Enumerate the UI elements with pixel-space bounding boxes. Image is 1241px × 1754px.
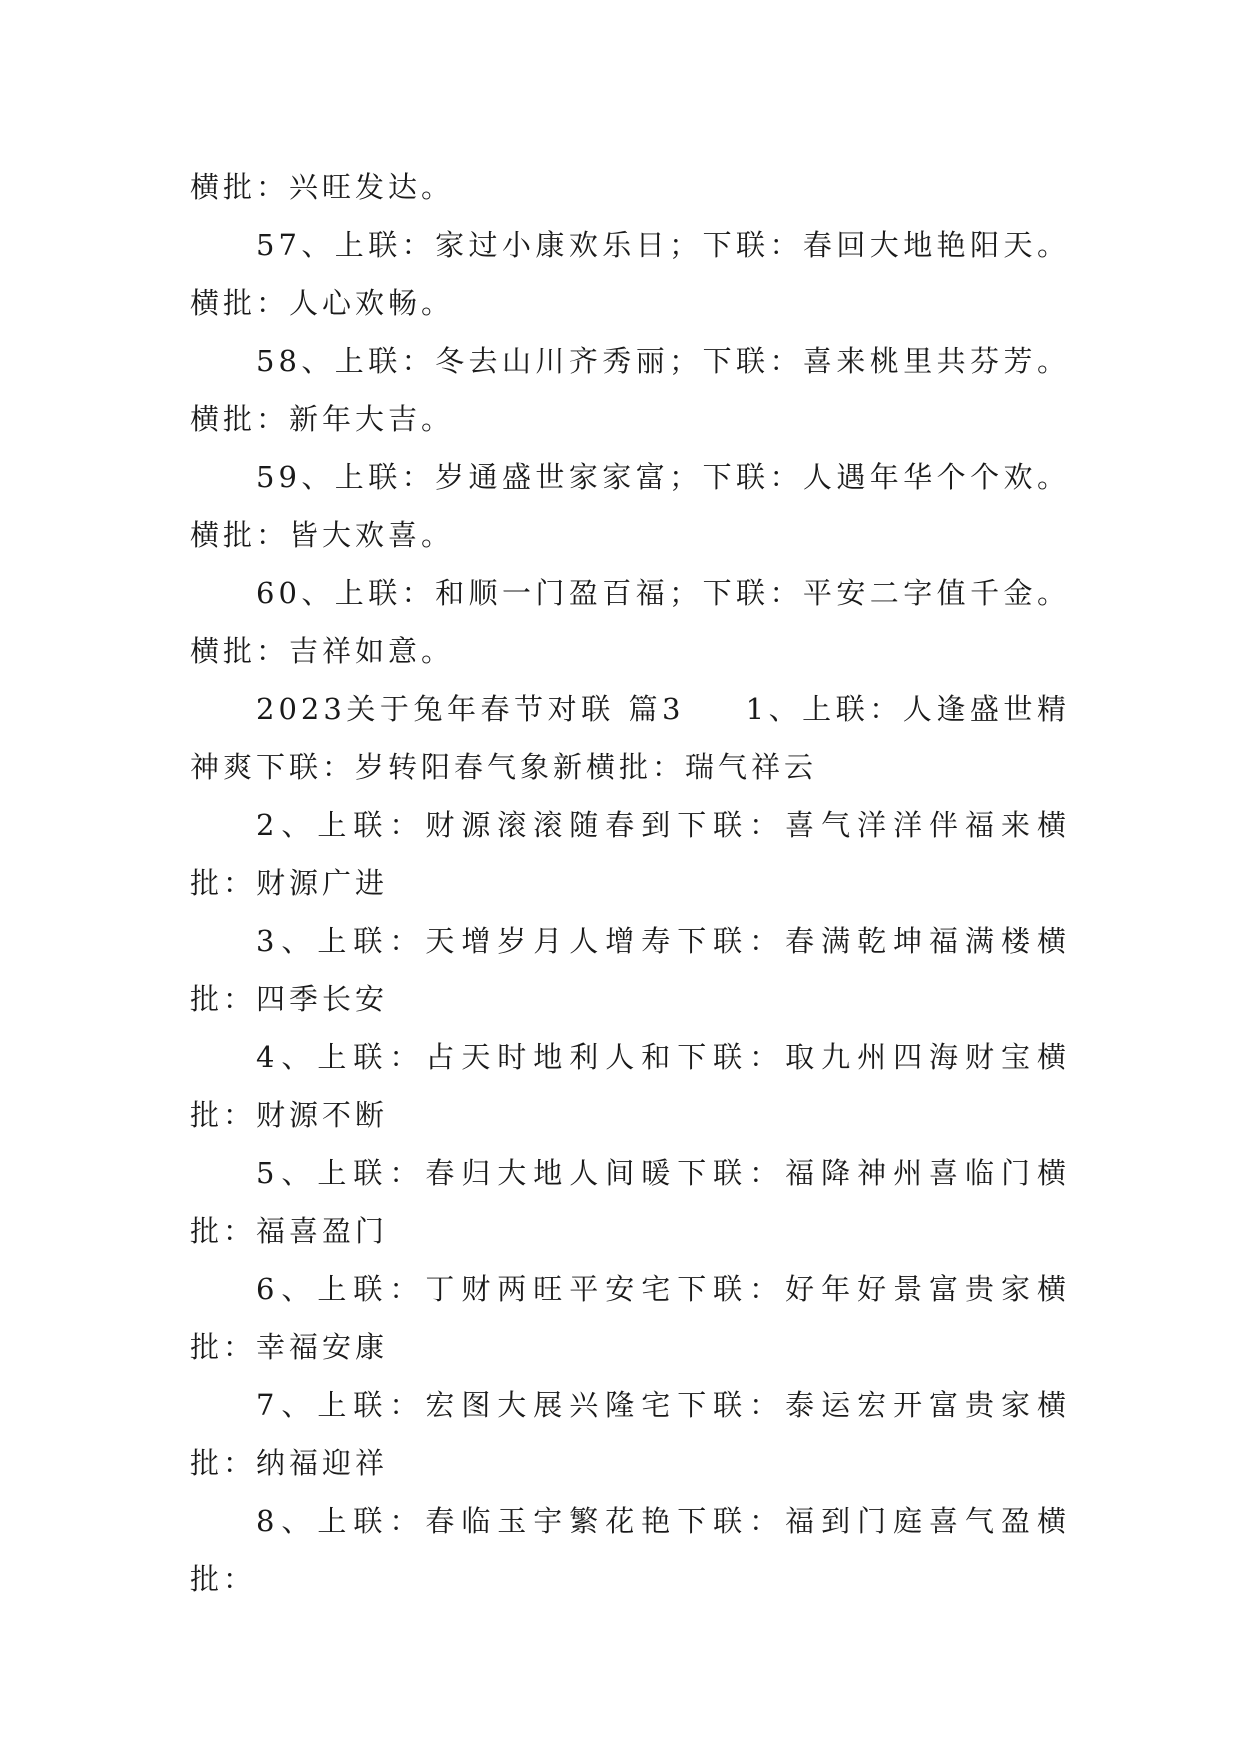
paragraph-couplet-58: 58、上联：冬去山川齐秀丽；下联：喜来桃里共芬芳。横批：新年大吉。 [190,344,1070,436]
paragraph-couplet-2: 2、上联：财源滚滚随春到下联：喜气洋洋伴福来横批：财源广进 [190,808,1070,900]
paragraph-section-3-heading: 2023关于兔年春节对联 篇3 1、上联：人逢盛世精神爽下联：岁转阳春气象新横批：瑞气祥云 [190,692,1070,784]
paragraph-couplet-59: 59、上联：岁通盛世家家富；下联：人遇年华个个欢。横批：皆大欢喜。 [190,460,1070,552]
paragraph-couplet-8: 8、上联：春临玉宇繁花艳下联：福到门庭喜气盈横批： [190,1504,1070,1596]
paragraph-couplet-4: 4、上联：占天时地利人和下联：取九州四海财宝横批：财源不断 [190,1040,1070,1132]
paragraph-couplet-7: 7、上联：宏图大展兴隆宅下联：泰运宏开富贵家横批：纳福迎祥 [190,1388,1070,1480]
paragraph-couplet-6: 6、上联：丁财两旺平安宅下联：好年好景富贵家横批：幸福安康 [190,1272,1070,1364]
document-body [190,158,1070,1608]
paragraph-couplet-60: 60、上联：和顺一门盈百福；下联：平安二字值千金。横批：吉祥如意。 [190,576,1070,668]
paragraph-couplet-57: 57、上联：家过小康欢乐日；下联：春回大地艳阳天。横批：人心欢畅。 [190,228,1070,320]
paragraph-couplet-5: 5、上联：春归大地人间暖下联：福降神州喜临门横批：福喜盈门 [190,1156,1070,1248]
paragraph-hengpi-56: 横批：兴旺发达。 [190,170,455,204]
paragraph-couplet-3: 3、上联：天增岁月人增寿下联：春满乾坤福满楼横批：四季长安 [190,924,1070,1016]
